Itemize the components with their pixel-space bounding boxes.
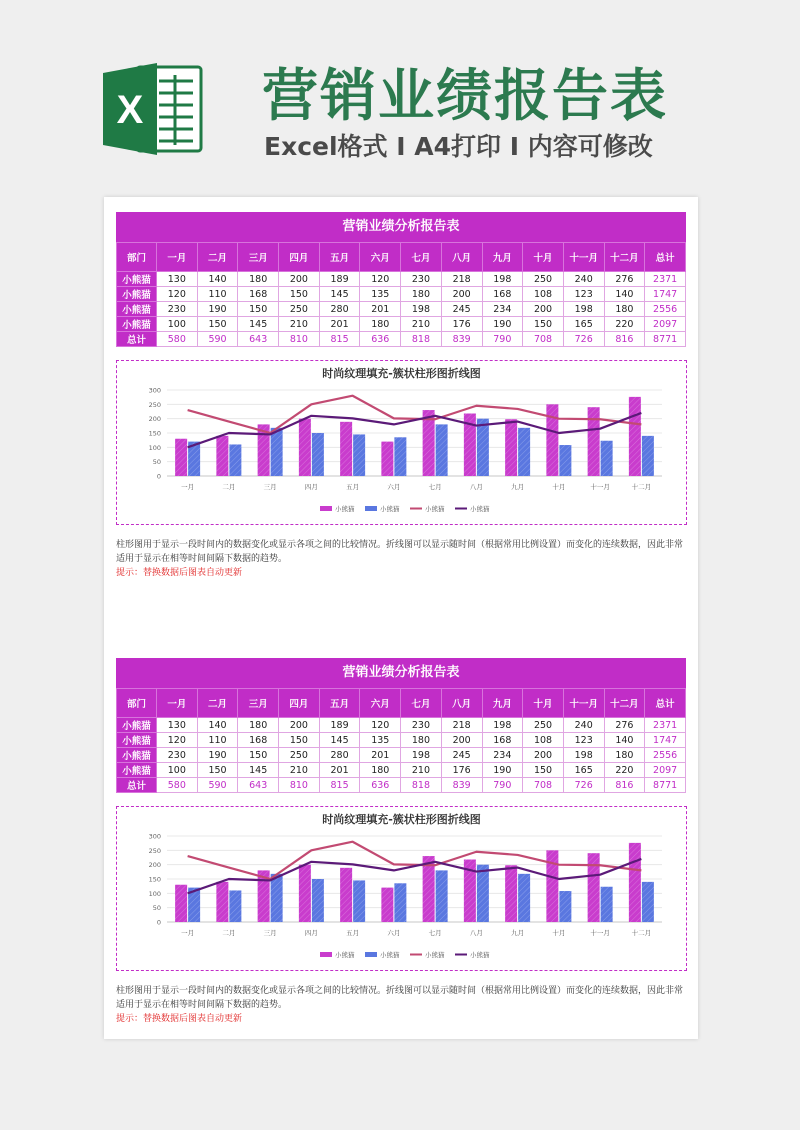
bar <box>505 419 517 476</box>
column-header: 部门 <box>117 689 157 718</box>
table-cell: 201 <box>319 763 360 778</box>
description-text: 柱形图用于显示一段时间内的数据变化或显示各项之间的比较情况。折线图可以显示随时间（根据常用比例设置）而变化的连续数据，因此非常适用于显示在相等时间间隔下数据的趋势。 <box>116 986 684 1010</box>
table-cell: 816 <box>604 778 645 793</box>
table-cell: 198 <box>401 302 442 317</box>
report-sheet <box>104 197 698 1039</box>
legend-label: 小熊猫 <box>425 505 445 513</box>
page-header <box>0 0 800 190</box>
table-cell: 150 <box>523 317 564 332</box>
bar <box>216 882 228 922</box>
combo-chart <box>117 807 686 970</box>
x-tick-label: 九月 <box>511 483 525 491</box>
table-cell: 150 <box>279 733 320 748</box>
bar <box>518 428 530 476</box>
column-header: 九月 <box>482 689 523 718</box>
legend-label: 小熊猫 <box>470 951 490 959</box>
description-text: 柱形图用于显示一段时间内的数据变化或显示各项之间的比较情况。折线图可以显示随时间（根据常用比例设置）而变化的连续数据，因此非常适用于显示在相等时间间隔下数据的趋势。 <box>116 540 684 564</box>
bar <box>394 437 406 476</box>
row-total: 1747 <box>645 733 686 748</box>
table-cell: 200 <box>279 718 320 733</box>
table-cell: 790 <box>482 332 523 347</box>
legend-label: 小熊猫 <box>335 951 355 959</box>
table-cell: 708 <box>523 778 564 793</box>
table-row <box>117 317 686 332</box>
row-total: 8771 <box>645 778 686 793</box>
column-header: 七月 <box>401 689 442 718</box>
legend-label: 小熊猫 <box>470 505 490 513</box>
x-tick-label: 二月 <box>222 483 236 491</box>
table-cell: 108 <box>523 287 564 302</box>
y-tick-label: 100 <box>148 443 161 452</box>
bar <box>271 428 283 476</box>
y-tick-label: 250 <box>148 400 161 409</box>
table-cell: 590 <box>197 332 238 347</box>
table-cell: 145 <box>238 763 279 778</box>
table-cell: 234 <box>482 748 523 763</box>
table-cell: 108 <box>523 733 564 748</box>
bar <box>175 885 187 922</box>
table-row <box>117 272 686 287</box>
table-cell: 636 <box>360 332 401 347</box>
x-tick-label: 五月 <box>346 929 360 937</box>
table-cell: 150 <box>238 302 279 317</box>
table-cell: 123 <box>563 733 604 748</box>
table-row <box>117 287 686 302</box>
column-header: 二月 <box>197 243 238 272</box>
column-header: 四月 <box>279 243 320 272</box>
table-cell: 580 <box>157 778 198 793</box>
column-header: 十二月 <box>604 243 645 272</box>
table-cell: 180 <box>401 733 442 748</box>
table-cell: 726 <box>563 332 604 347</box>
table-cell: 180 <box>238 272 279 287</box>
bar <box>229 890 241 922</box>
row-label: 小熊猫 <box>117 302 157 317</box>
legend-label: 小熊猫 <box>380 505 400 513</box>
table-cell: 198 <box>482 718 523 733</box>
y-tick-label: 300 <box>148 832 161 841</box>
column-header: 一月 <box>157 689 198 718</box>
row-label: 小熊猫 <box>117 748 157 763</box>
x-tick-label: 三月 <box>263 929 277 937</box>
table-cell: 230 <box>401 272 442 287</box>
column-header: 六月 <box>360 689 401 718</box>
table-cell: 250 <box>279 302 320 317</box>
table-cell: 100 <box>157 317 198 332</box>
table-cell: 180 <box>360 317 401 332</box>
table-cell: 200 <box>279 272 320 287</box>
bar <box>629 397 641 476</box>
table-row <box>117 763 686 778</box>
bar <box>299 865 311 922</box>
table-cell: 726 <box>563 778 604 793</box>
bar <box>340 868 352 922</box>
legend-swatch <box>365 506 377 511</box>
y-tick-label: 200 <box>148 861 161 870</box>
table-cell: 643 <box>238 778 279 793</box>
column-header: 十二月 <box>604 689 645 718</box>
y-tick-label: 50 <box>152 458 161 467</box>
table-cell: 220 <box>604 763 645 778</box>
table-cell: 210 <box>279 763 320 778</box>
y-tick-label: 50 <box>152 904 161 913</box>
table-cell: 130 <box>157 272 198 287</box>
table-row <box>117 718 686 733</box>
table-cell: 280 <box>319 302 360 317</box>
column-header: 十一月 <box>563 243 604 272</box>
sales-table <box>116 242 686 347</box>
table-cell: 815 <box>319 778 360 793</box>
table-cell: 790 <box>482 778 523 793</box>
bar <box>299 419 311 476</box>
table-cell: 250 <box>523 718 564 733</box>
table-cell: 818 <box>401 332 442 347</box>
table-cell: 816 <box>604 332 645 347</box>
table-cell: 190 <box>197 302 238 317</box>
column-header: 四月 <box>279 689 320 718</box>
table-cell: 189 <box>319 272 360 287</box>
row-total: 8771 <box>645 332 686 347</box>
table-cell: 180 <box>604 748 645 763</box>
table-cell: 110 <box>197 733 238 748</box>
bar <box>629 843 641 922</box>
table-cell: 590 <box>197 778 238 793</box>
table-title: 营销业绩分析报告表 <box>116 658 686 688</box>
x-tick-label: 二月 <box>222 929 236 937</box>
series-line <box>188 396 642 433</box>
combo-chart <box>117 361 686 524</box>
table-cell: 100 <box>157 763 198 778</box>
sales-table <box>116 688 686 793</box>
bar <box>312 879 324 922</box>
y-tick-label: 200 <box>148 415 161 424</box>
bar <box>436 870 448 922</box>
bar <box>436 424 448 476</box>
bar <box>229 444 241 476</box>
table-row <box>117 302 686 317</box>
table-cell: 190 <box>482 317 523 332</box>
column-header: 三月 <box>238 689 279 718</box>
x-tick-label: 四月 <box>304 483 318 491</box>
x-tick-label: 十一月 <box>590 483 610 491</box>
table-cell: 150 <box>197 763 238 778</box>
row-label: 总计 <box>117 332 157 347</box>
y-tick-label: 250 <box>148 846 161 855</box>
table-cell: 165 <box>563 317 604 332</box>
table-cell: 168 <box>238 287 279 302</box>
table-cell: 123 <box>563 287 604 302</box>
legend-swatch <box>320 506 332 511</box>
table-cell: 240 <box>563 718 604 733</box>
row-total: 2097 <box>645 763 686 778</box>
x-tick-label: 八月 <box>469 929 483 937</box>
table-cell: 180 <box>360 763 401 778</box>
table-cell: 815 <box>319 332 360 347</box>
hint-text: 提示：替换数据后图表自动更新 <box>116 568 243 578</box>
row-label: 小熊猫 <box>117 718 157 733</box>
column-header: 总计 <box>645 689 686 718</box>
x-tick-label: 七月 <box>428 483 442 491</box>
table-cell: 210 <box>279 317 320 332</box>
table-cell: 135 <box>360 733 401 748</box>
table-cell: 280 <box>319 748 360 763</box>
column-header: 一月 <box>157 243 198 272</box>
table-cell: 130 <box>157 718 198 733</box>
bar <box>642 882 654 922</box>
bar <box>601 441 613 476</box>
column-header: 五月 <box>319 243 360 272</box>
description-block <box>116 984 688 1026</box>
table-cell: 190 <box>482 763 523 778</box>
table-cell: 218 <box>441 272 482 287</box>
table-cell: 140 <box>197 272 238 287</box>
legend-label: 小熊猫 <box>425 951 445 959</box>
y-tick-label: 100 <box>148 889 161 898</box>
x-tick-label: 五月 <box>346 483 360 491</box>
table-cell: 120 <box>360 272 401 287</box>
logo-letter: X <box>116 88 144 132</box>
table-header-row <box>117 689 686 718</box>
table-cell: 643 <box>238 332 279 347</box>
chart-title: 时尚纹理填充-簇状柱形图折线图 <box>322 813 481 826</box>
table-cell: 580 <box>157 332 198 347</box>
table-cell: 120 <box>157 733 198 748</box>
table-cell: 140 <box>604 287 645 302</box>
x-tick-label: 一月 <box>181 483 195 491</box>
table-cell: 140 <box>197 718 238 733</box>
table-cell: 180 <box>401 287 442 302</box>
table-cell: 176 <box>441 763 482 778</box>
table-cell: 190 <box>197 748 238 763</box>
row-label: 小熊猫 <box>117 763 157 778</box>
column-header: 三月 <box>238 243 279 272</box>
column-header: 十月 <box>523 689 564 718</box>
page-subtitle: Excel格式 Ⅰ A4打印 Ⅰ 内容可修改 <box>264 132 653 161</box>
bar <box>271 874 283 922</box>
bar <box>601 887 613 922</box>
table-cell: 230 <box>401 718 442 733</box>
total-row <box>117 332 686 347</box>
column-header: 部门 <box>117 243 157 272</box>
x-tick-label: 十月 <box>552 483 566 491</box>
column-header: 八月 <box>441 689 482 718</box>
column-header: 总计 <box>645 243 686 272</box>
bar <box>216 436 228 476</box>
legend-swatch <box>320 952 332 957</box>
table-cell: 276 <box>604 718 645 733</box>
table-cell: 120 <box>157 287 198 302</box>
table-cell: 176 <box>441 317 482 332</box>
y-tick-label: 150 <box>148 429 161 438</box>
table-cell: 234 <box>482 302 523 317</box>
table-cell: 245 <box>441 302 482 317</box>
table-cell: 135 <box>360 287 401 302</box>
y-tick-label: 0 <box>156 918 161 927</box>
row-total: 2556 <box>645 748 686 763</box>
table-cell: 210 <box>401 763 442 778</box>
bar <box>312 433 324 476</box>
table-title: 营销业绩分析报告表 <box>116 212 686 242</box>
table-cell: 198 <box>563 302 604 317</box>
table-row <box>117 733 686 748</box>
table-cell: 180 <box>238 718 279 733</box>
bar <box>394 883 406 922</box>
x-tick-label: 三月 <box>263 483 277 491</box>
bar <box>353 434 365 476</box>
table-cell: 201 <box>319 317 360 332</box>
bar <box>340 422 352 476</box>
table-cell: 145 <box>319 287 360 302</box>
row-total: 1747 <box>645 287 686 302</box>
table-cell: 276 <box>604 272 645 287</box>
bar <box>559 445 571 476</box>
table-cell: 150 <box>279 287 320 302</box>
table-cell: 200 <box>523 302 564 317</box>
x-tick-label: 十二月 <box>631 929 652 937</box>
row-label: 小熊猫 <box>117 287 157 302</box>
legend-label: 小熊猫 <box>380 951 400 959</box>
table-cell: 245 <box>441 748 482 763</box>
x-tick-label: 六月 <box>387 929 401 937</box>
description-block <box>116 538 688 580</box>
table-cell: 230 <box>157 748 198 763</box>
column-header: 十月 <box>523 243 564 272</box>
table-cell: 189 <box>319 718 360 733</box>
table-cell: 218 <box>441 718 482 733</box>
table-cell: 150 <box>197 317 238 332</box>
row-total: 2371 <box>645 272 686 287</box>
bar <box>381 442 393 476</box>
table-cell: 220 <box>604 317 645 332</box>
table-cell: 150 <box>523 763 564 778</box>
table-cell: 150 <box>238 748 279 763</box>
row-total: 2097 <box>645 317 686 332</box>
y-tick-label: 0 <box>156 472 161 481</box>
page-title: 营销业绩报告表 <box>262 64 668 129</box>
table-cell: 145 <box>319 733 360 748</box>
x-tick-label: 六月 <box>387 483 401 491</box>
row-total: 2371 <box>645 718 686 733</box>
row-label: 总计 <box>117 778 157 793</box>
table-cell: 145 <box>238 317 279 332</box>
bar <box>642 436 654 476</box>
legend-label: 小熊猫 <box>335 505 355 513</box>
table-cell: 198 <box>482 272 523 287</box>
table-row <box>117 748 686 763</box>
table-cell: 230 <box>157 302 198 317</box>
row-total: 2556 <box>645 302 686 317</box>
table-cell: 201 <box>360 302 401 317</box>
table-cell: 198 <box>401 748 442 763</box>
series-line <box>188 842 642 879</box>
column-header: 八月 <box>441 243 482 272</box>
table-cell: 636 <box>360 778 401 793</box>
y-tick-label: 150 <box>148 875 161 884</box>
x-tick-label: 十二月 <box>631 483 652 491</box>
table-cell: 168 <box>482 287 523 302</box>
table-cell: 839 <box>441 332 482 347</box>
column-header: 二月 <box>197 689 238 718</box>
total-row <box>117 778 686 793</box>
table-cell: 818 <box>401 778 442 793</box>
table-cell: 250 <box>523 272 564 287</box>
column-header: 十一月 <box>563 689 604 718</box>
hint-text: 提示：替换数据后图表自动更新 <box>116 1014 243 1024</box>
table-cell: 200 <box>441 287 482 302</box>
table-cell: 180 <box>604 302 645 317</box>
bar <box>588 407 600 476</box>
table-cell: 168 <box>482 733 523 748</box>
column-header: 五月 <box>319 689 360 718</box>
legend-swatch <box>365 952 377 957</box>
table-cell: 120 <box>360 718 401 733</box>
bar <box>518 874 530 922</box>
x-tick-label: 七月 <box>428 929 442 937</box>
table-cell: 810 <box>279 778 320 793</box>
table-cell: 810 <box>279 332 320 347</box>
column-header: 九月 <box>482 243 523 272</box>
table-cell: 168 <box>238 733 279 748</box>
bar <box>505 865 517 922</box>
table-cell: 839 <box>441 778 482 793</box>
table-cell: 708 <box>523 332 564 347</box>
column-header: 七月 <box>401 243 442 272</box>
table-header-row <box>117 243 686 272</box>
bar <box>477 419 489 476</box>
chart-title: 时尚纹理填充-簇状柱形图折线图 <box>322 367 481 380</box>
bar <box>588 853 600 922</box>
table-cell: 198 <box>563 748 604 763</box>
x-tick-label: 八月 <box>469 483 483 491</box>
column-header: 六月 <box>360 243 401 272</box>
x-tick-label: 九月 <box>511 929 525 937</box>
row-label: 小熊猫 <box>117 272 157 287</box>
table-cell: 200 <box>441 733 482 748</box>
chart-container <box>116 360 687 525</box>
table-cell: 140 <box>604 733 645 748</box>
report-block-1 <box>116 212 686 578</box>
table-cell: 240 <box>563 272 604 287</box>
row-label: 小熊猫 <box>117 733 157 748</box>
y-tick-label: 300 <box>148 386 161 395</box>
bar <box>353 880 365 922</box>
bar <box>381 888 393 922</box>
x-tick-label: 一月 <box>181 929 195 937</box>
x-tick-label: 四月 <box>304 929 318 937</box>
excel-icon <box>103 63 203 155</box>
table-cell: 250 <box>279 748 320 763</box>
row-label: 小熊猫 <box>117 317 157 332</box>
table-cell: 110 <box>197 287 238 302</box>
table-cell: 201 <box>360 748 401 763</box>
x-tick-label: 十月 <box>552 929 566 937</box>
bar <box>477 865 489 922</box>
chart-container <box>116 806 687 971</box>
table-cell: 200 <box>523 748 564 763</box>
x-tick-label: 十一月 <box>590 929 610 937</box>
report-block-2 <box>116 658 686 1024</box>
bar <box>559 891 571 922</box>
bar <box>175 439 187 476</box>
table-cell: 165 <box>563 763 604 778</box>
table-cell: 210 <box>401 317 442 332</box>
